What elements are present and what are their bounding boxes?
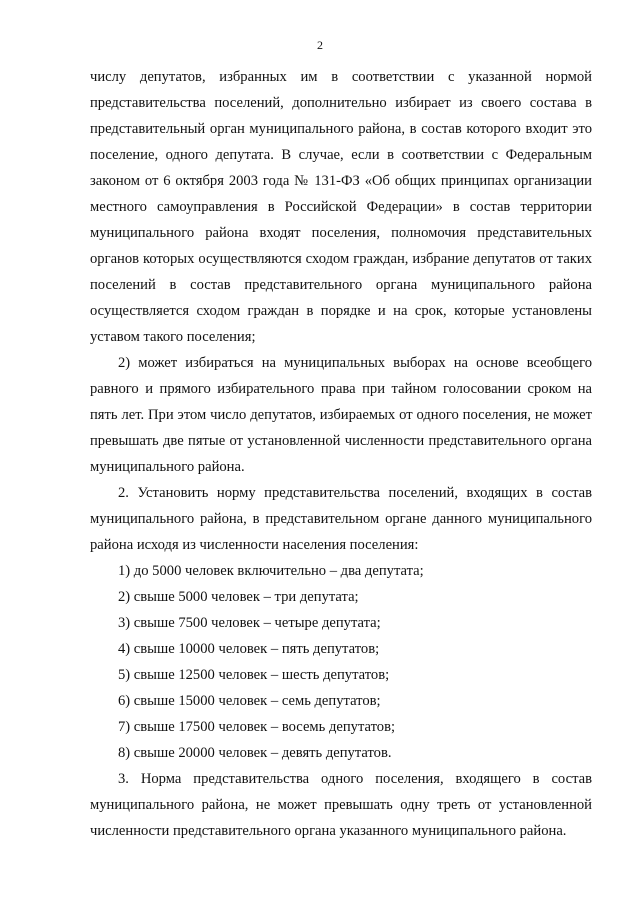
paragraph-continuation: числу депутатов, избранных им в соответствии с указанной нормой представительства поселений, дополнительно избирает из своего состава в представительный орган муниципального района, в состав которого входит это поселение, одного депутата. В случае, если в соответствии с Федеральным законом от 6 октября 2003 года № 131-ФЗ «Об общих принципах организации местного самоуправления в Российской Федерации» в состав территории муниципального района входят поселения, полномочия представительных органов которых осуществляются сходом граждан, избрание депутатов от таких поселений в состав представительного органа муниципального района осуществляется сходом граждан в порядке и на срок, которые установлены уставом такого поселения; [90, 69, 592, 345]
paragraph-section-2: 2. Установить норму представительства поселений, входящих в состав муниципального района, в представительном органе данного муниципального района исходя из численности населения поселения: [90, 485, 592, 553]
norm-item-6: 6) свыше 15000 человек – семь депутатов; [118, 693, 381, 709]
norm-item-4: 4) свыше 10000 человек – пять депутатов; [118, 641, 380, 657]
norm-item-7: 7) свыше 17500 человек – восемь депутатов; [118, 719, 396, 735]
page-number: 2 [317, 38, 323, 52]
norm-item-2: 2) свыше 5000 человек – три депутата; [118, 589, 359, 605]
norm-item-8: 8) свыше 20000 человек – девять депутатов. [118, 745, 392, 761]
norm-item-1: 1) до 5000 человек включительно – два депутата; [118, 563, 424, 579]
document-body [90, 64, 592, 844]
paragraph-item-2: 2) может избираться на муниципальных выборах на основе всеобщего равного и прямого избирательного права при тайном голосовании сроком на пять лет. При этом число депутатов, избираемых от одного поселения, не может превышать две пятые от установленной численности представительного органа муниципального района. [90, 355, 592, 475]
norm-item-3: 3) свыше 7500 человек – четыре депутата; [118, 615, 381, 631]
norm-item-5: 5) свыше 12500 человек – шесть депутатов; [118, 667, 390, 683]
paragraph-section-3: 3. Норма представительства одного поселения, входящего в состав муниципального района, не может превышать одну треть от установленной численности представительного органа указанного муниципального района. [90, 771, 592, 839]
